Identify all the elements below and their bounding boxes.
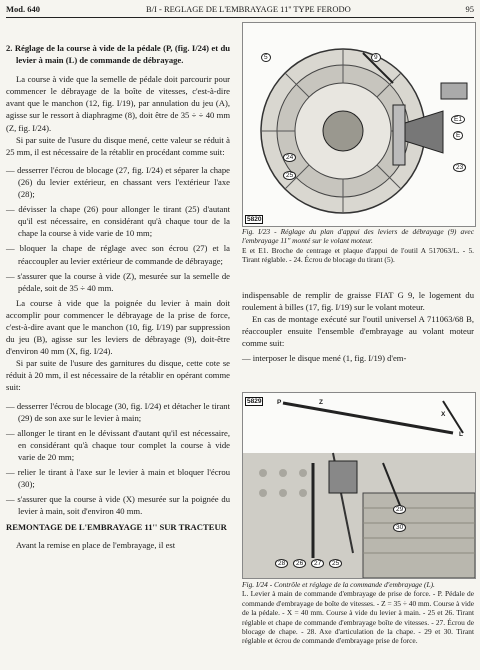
list-item: — desserrer l'écrou de blocage (30, fig. I/24) et détacher le tirant (29) de son axe sur le levier à main; <box>6 400 230 423</box>
control-illustration <box>243 393 475 578</box>
list-item: — s'assurer que la course à vide (X) mesurée sur la poignée du levier à main, soit d'environ 40 mm. <box>6 494 230 517</box>
fig-label: 27 <box>311 559 324 568</box>
right-column <box>242 289 474 365</box>
caption-title: Fig. I/23 - Réglage du plan d'appui des leviers de débrayage (9) avec l'embrayage 11'' monté sur le volant moteur. <box>242 227 474 246</box>
paragraph: Avant la remise en place de l'embrayage, il est <box>16 540 176 551</box>
fig-label: L <box>459 431 463 438</box>
list-item: — interposer le disque mené (1, fig. I/19) d'em- <box>242 353 407 364</box>
heading-number: 2. <box>6 43 13 53</box>
figure-clutch-control <box>242 392 476 579</box>
fig-label: E <box>453 131 463 140</box>
figure-number: 5829 <box>247 398 262 405</box>
page-number: 95 <box>465 4 474 14</box>
fig-label: P <box>277 399 282 406</box>
model-label: Mod. 640 <box>6 4 40 14</box>
fig-label: 25 <box>329 559 342 568</box>
paragraph: Si par suite de l'usure des garnitures du disque, cette cote se réduit à 20 mm, il est nécessaire de la rétablir en opérant comme suit: <box>6 358 230 393</box>
fig-label: 23 <box>453 163 466 172</box>
fig-label: 24 <box>283 153 296 162</box>
fig-label: 25 <box>283 171 296 180</box>
figure-caption <box>242 580 474 646</box>
figure-number: 5820 <box>247 216 262 223</box>
caption-title: Fig. I/24 - Contrôle et réglage de la commande d'embrayage (L). <box>242 580 435 589</box>
fig-label: 29 <box>393 505 406 514</box>
paragraph: En cas de montage exécuté sur l'outil universel A 711063/68 B, réaccoupler ensuite l'ensemble d'embrayage au volant moteur comme suit: <box>242 314 474 349</box>
fig-label: 30 <box>393 523 406 532</box>
clutch-illustration <box>243 23 475 226</box>
paragraph: indispensable de remplir de graisse FIAT G 9, le logement du roulement à billes (17, fig. I/19) sur le volant moteur. <box>242 290 474 313</box>
fig-label: E1 <box>451 115 465 124</box>
list-item: — s'assurer que la course à vide (Z), mesurée sur la semelle de pédale, soit de 35 ÷ 40 mm. <box>6 270 230 293</box>
header-rule <box>6 17 474 18</box>
list-item: — dévisser la chape (26) pour allonger le tirant (25) d'autant qu'il est nécessaire, en considérant qu'à chaque tour de la chape la course à vide varie de 10 mm; <box>6 204 230 239</box>
fig-label: X <box>441 411 446 418</box>
list-item: — allonger le tirant en le dévissant d'autant qu'il est nécessaire, en considérant qu'à chaque tour complet la course à vide varie de 20 mm; <box>6 427 230 462</box>
list-item: — bloquer la chape de réglage avec son écrou (27) et la réaccoupler au levier extérieur de commande de débrayage; <box>6 243 230 266</box>
paragraph: La course à vide que la semelle de pédale doit parcourir pour commencer le débrayage de la boîte de vitesses, c'est-à-dire avant que le manchon (12, fig. I/19), par annulation du jeu (A), agisse sur le ressort à diaphragme (8), doit être de 35 ÷ ÷ 40 mm (Z, fig. I/24). <box>6 74 230 133</box>
fig-label: Z <box>319 399 323 406</box>
fig-label: 26 <box>293 559 306 568</box>
page-header <box>6 4 474 18</box>
list-item: — relier le tirant à l'axe sur le levier à main et bloquer l'écrou (30); <box>6 467 230 490</box>
section-title: REMONTAGE DE L'EMBRAYAGE 11'' SUR TRACTEUR <box>6 522 227 533</box>
section-heading <box>6 42 230 66</box>
figure-clutch-adjustment <box>242 22 476 227</box>
header-title: B/I - REGLAGE DE L'EMBRAYAGE 11'' TYPE FERODO <box>146 4 351 14</box>
caption-body: E et E1. Broche de centrage et plaque d'appui de l'outil A 517063/L. - 5. Tirant réglable. - 24. Écrou de blocage du tirant (5). <box>242 245 474 265</box>
fig-label: 9 <box>371 53 381 62</box>
caption-body: L. Levier à main de commande d'embrayage de prise de force. - P. Pédale de commande d'embrayage de boîte de vitesses. - Z = 35 ÷ 40 mm. Course à vide de la pédale. - X = 40 mm. Course à vide du levier à main. - 25 et 26. Tirant réglable et chape de commande d'embrayage boîte de vitesses. - 27. Écrou de blocage de chape. - 28. Axe d'articulation de la chape. - 29 et 30. Tirant réglable et écrou de commande d'embrayage prise de force. <box>242 589 474 646</box>
paragraph: La course à vide que la poignée du levier à main doit accomplir pour commencer le débrayage de la prise de force, c'est-à-dire avant que le manchon (10, fig. I/19) par suppression du jeu (B), agisse sur les leviers de débrayage (9), doit-être d'environ 40 mm (X, fig. I/24). <box>6 297 230 357</box>
heading-text: Réglage de la course à vide de la pédale (P, (fig. I/24) et du levier à main (L) de commande de débrayage. <box>14 43 231 66</box>
figure-caption <box>242 227 474 265</box>
fig-label: 28 <box>275 559 288 568</box>
left-column <box>6 42 230 552</box>
paragraph: Si par suite de l'usure du disque mené, cette valeur se réduit à 25 mm, il est nécessaire de la rétablir en procédant comme suit: <box>6 134 230 157</box>
list-item: — desserrer l'écrou de blocage (27, fig. I/24) et séparer la chape (26) du levier extérieur, en chassant vers l'extérieur l'axe (28); <box>6 164 230 200</box>
fig-label: 5 <box>261 53 271 62</box>
